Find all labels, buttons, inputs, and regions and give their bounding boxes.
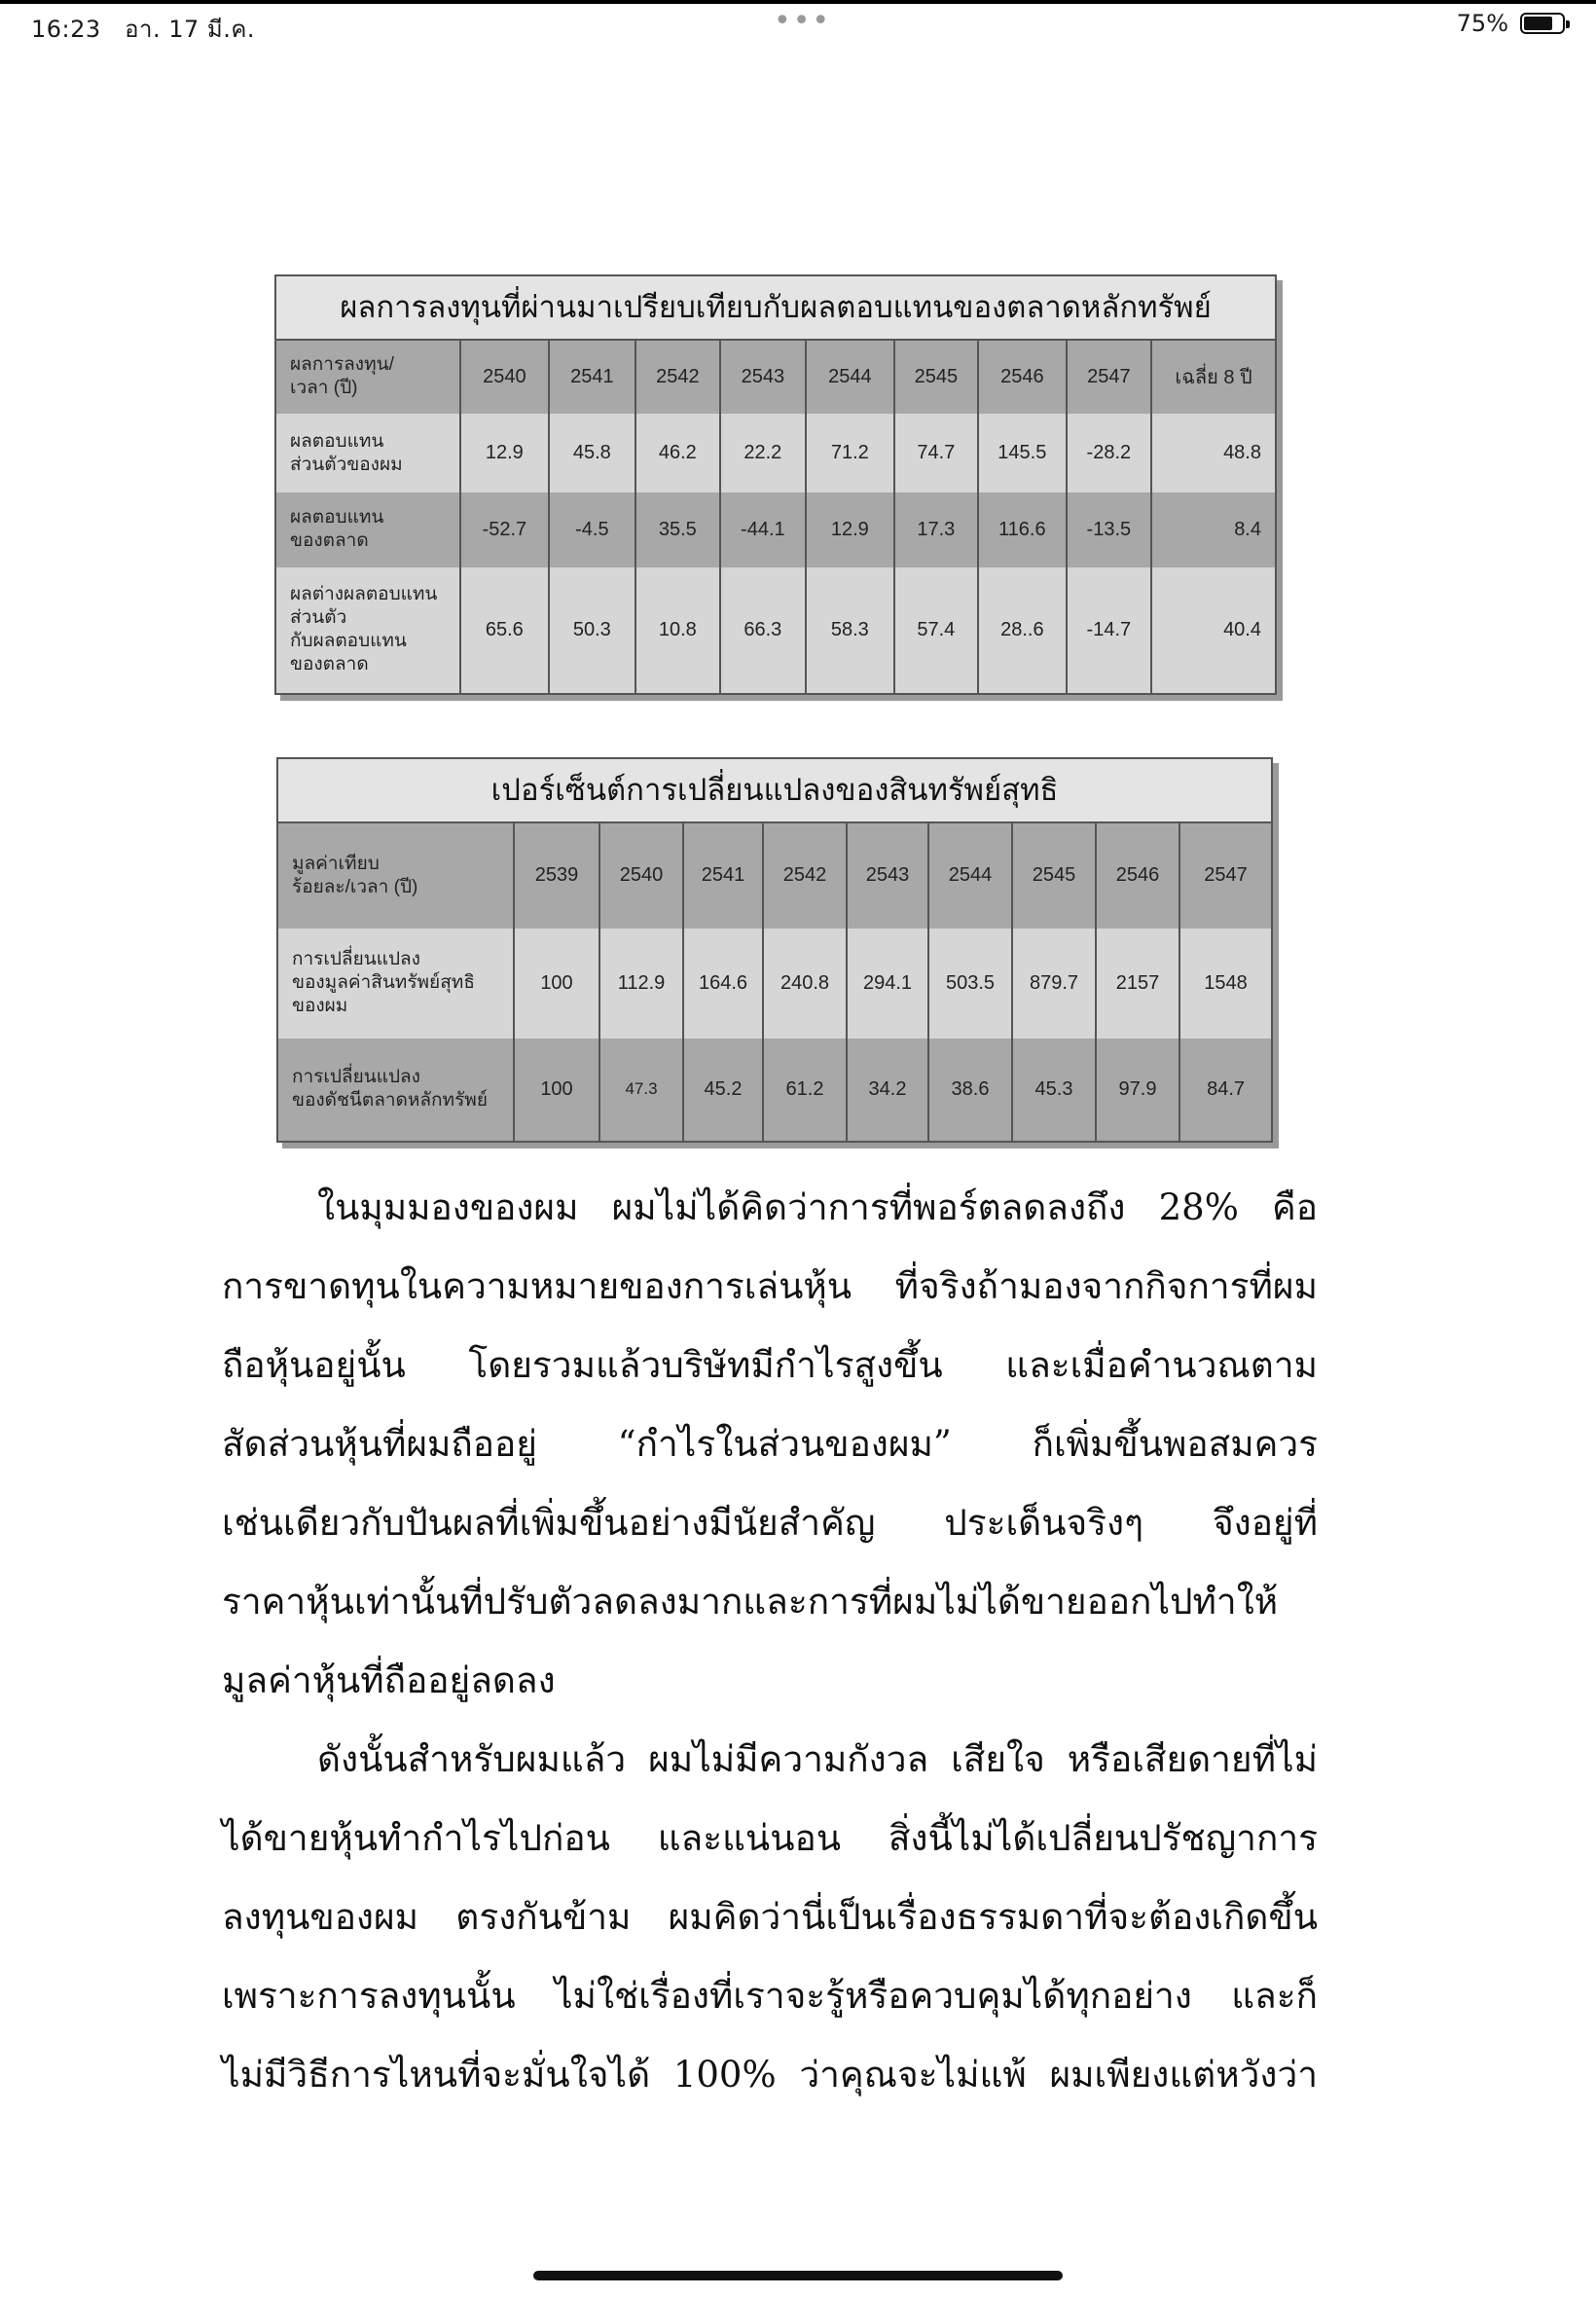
row-label: ผลต่างผลตอบแทน ส่วนตัว กับผลตอบแทน ของตลาด xyxy=(276,567,460,693)
table-row xyxy=(278,1039,1271,1141)
text-line: การขาดทุนในความหมายของการเล่นหุ้น ที่จริงถ้ามองจากกิจการที่ผม xyxy=(222,1265,1318,1307)
column-header: เฉลี่ย 8 ปี xyxy=(1151,340,1275,415)
table-cell: 45.8 xyxy=(549,414,636,492)
table-cell: 1548 xyxy=(1179,929,1271,1039)
table-title: เปอร์เซ็นต์การเปลี่ยนแปลงของสินทรัพย์สุทธิ xyxy=(278,759,1271,822)
table-row xyxy=(276,567,1275,693)
table-cell: 8.4 xyxy=(1151,492,1275,567)
table-cell: 12.9 xyxy=(806,492,894,567)
table-cell: 100 xyxy=(514,929,599,1039)
row-label: ผลตอบแทน ของตลาด xyxy=(276,492,460,567)
text-line: ได้ขายหุ้นทำกำไรไปก่อน และแน่นอน สิ่งนี้ไม่ได้เปลี่ยนปรัชญาการ xyxy=(222,1817,1318,1859)
table-cell: 28..6 xyxy=(978,567,1067,693)
column-header: 2540 xyxy=(599,822,683,929)
table-cell: 58.3 xyxy=(806,567,894,693)
table-cell: 879.7 xyxy=(1012,929,1096,1039)
table-cell: 145.5 xyxy=(978,414,1067,492)
table-cell: 294.1 xyxy=(847,929,928,1039)
column-header: 2544 xyxy=(928,822,1012,929)
table-row xyxy=(276,414,1275,492)
table-header-row xyxy=(278,822,1271,929)
body-text xyxy=(222,1168,1318,2114)
table-cell: 66.3 xyxy=(720,567,807,693)
column-header: 2541 xyxy=(549,340,636,415)
net-asset-change-table xyxy=(276,757,1273,1143)
table-cell: 97.9 xyxy=(1096,1039,1179,1141)
text-line: เช่นเดียวกับปันผลที่เพิ่มขึ้นอย่างมีนัยสำคัญ ประเด็นจริงๆ จึงอยู่ที่ xyxy=(222,1502,1318,1544)
table-cell: -52.7 xyxy=(460,492,549,567)
table-cell: 65.6 xyxy=(460,567,549,693)
table-cell: 12.9 xyxy=(460,414,549,492)
multitasking-dots-icon[interactable]: ••• xyxy=(774,4,832,38)
table-cell: -44.1 xyxy=(720,492,807,567)
text-line: สัดส่วนหุ้นที่ผมถืออยู่ “กำไรในส่วนของผม” ก็เพิ่มขึ้นพอสมควร xyxy=(222,1423,1318,1465)
row-label: การเปลี่ยนแปลง ของดัชนีตลาดหลักทรัพย์ xyxy=(278,1039,514,1141)
table-cell: -4.5 xyxy=(549,492,636,567)
table-cell: -28.2 xyxy=(1067,414,1152,492)
table-cell: 45.2 xyxy=(683,1039,763,1141)
column-header: 2540 xyxy=(460,340,549,415)
column-header: 2541 xyxy=(683,822,763,929)
table-row xyxy=(276,492,1275,567)
column-header: 2543 xyxy=(847,822,928,929)
battery-percent: 75% xyxy=(1456,10,1508,37)
table-cell: -14.7 xyxy=(1067,567,1152,693)
table-cell: 164.6 xyxy=(683,929,763,1039)
header-label: มูลค่าเทียบ ร้อยละ/เวลา (ปี) xyxy=(278,822,514,929)
table-cell: 57.4 xyxy=(894,567,978,693)
table-cell: 48.8 xyxy=(1151,414,1275,492)
battery-icon xyxy=(1520,13,1565,34)
table-cell: 84.7 xyxy=(1179,1039,1271,1141)
text-line: ราคาหุ้นเท่านั้นที่ปรับตัวลดลงมากและการที่ผมไม่ได้ขายออกไปทำให้ xyxy=(222,1581,1279,1622)
column-header: 2547 xyxy=(1179,822,1271,929)
header-label: ผลการลงทุน/ เวลา (ปี) xyxy=(276,340,460,415)
status-date: อา. 17 มี.ค. xyxy=(125,16,256,43)
table-cell: 35.5 xyxy=(635,492,719,567)
text-line: ดังนั้นสำหรับผมแล้ว ผมไม่มีความกังวล เสียใจ หรือเสียดายที่ไม่ xyxy=(317,1738,1318,1780)
table-cell: 116.6 xyxy=(978,492,1067,567)
column-header: 2542 xyxy=(635,340,719,415)
table-cell: 100 xyxy=(514,1039,599,1141)
table-cell: 17.3 xyxy=(894,492,978,567)
table-cell: 112.9 xyxy=(599,929,683,1039)
table-cell: 240.8 xyxy=(763,929,847,1039)
column-header: 2545 xyxy=(1012,822,1096,929)
table-cell: 2157 xyxy=(1096,929,1179,1039)
home-indicator[interactable] xyxy=(533,2271,1063,2280)
column-header: 2539 xyxy=(514,822,599,929)
table-cell: 38.6 xyxy=(928,1039,1012,1141)
column-header: 2543 xyxy=(720,340,807,415)
table-cell: 71.2 xyxy=(806,414,894,492)
table-cell: 34.2 xyxy=(847,1039,928,1141)
table-cell: 47.3 xyxy=(599,1039,683,1141)
column-header: 2544 xyxy=(806,340,894,415)
returns-comparison-table xyxy=(274,274,1277,695)
column-header: 2547 xyxy=(1067,340,1152,415)
text-line: ในมุมมองของผม ผมไม่ได้คิดว่าการที่พอร์ตลดลงถึง 28% คือ xyxy=(317,1186,1318,1228)
text-line: มูลค่าหุ้นที่ถืออยู่ลดลง xyxy=(222,1659,556,1701)
column-header: 2545 xyxy=(894,340,978,415)
text-line: ถือหุ้นอยู่นั้น โดยรวมแล้วบริษัทมีกำไรสูงขึ้น และเมื่อคำนวณตาม xyxy=(222,1344,1318,1386)
table-cell: 22.2 xyxy=(720,414,807,492)
table-cell: 503.5 xyxy=(928,929,1012,1039)
table-cell: 74.7 xyxy=(894,414,978,492)
status-bar xyxy=(0,4,1596,47)
column-header: 2546 xyxy=(978,340,1067,415)
table-cell: 40.4 xyxy=(1151,567,1275,693)
table-cell: -13.5 xyxy=(1067,492,1152,567)
table-title: ผลการลงทุนที่ผ่านมาเปรียบเทียบกับผลตอบแทนของตลาดหลักทรัพย์ xyxy=(276,276,1275,340)
table-row xyxy=(278,929,1271,1039)
table-cell: 61.2 xyxy=(763,1039,847,1141)
row-label: การเปลี่ยนแปลง ของมูลค่าสินทรัพย์สุทธิ ของผม xyxy=(278,929,514,1039)
table-cell: 50.3 xyxy=(549,567,636,693)
table-cell: 46.2 xyxy=(635,414,719,492)
text-line: ไม่มีวิธีการไหนที่จะมั่นใจได้ 100% ว่าคุณจะไม่แพ้ ผมเพียงแต่หวังว่า xyxy=(222,2054,1318,2096)
column-header: 2542 xyxy=(763,822,847,929)
column-header: 2546 xyxy=(1096,822,1179,929)
row-label: ผลตอบแทน ส่วนตัวของผม xyxy=(276,414,460,492)
table-cell: 45.3 xyxy=(1012,1039,1096,1141)
table-header-row xyxy=(276,340,1275,415)
status-time: 16:23 อา. 17 มี.ค. xyxy=(31,16,256,43)
text-line: ลงทุนของผม ตรงกันข้าม ผมคิดว่านี่เป็นเรื่องธรรมดาที่จะต้องเกิดขึ้น xyxy=(222,1896,1318,1938)
text-line: เพราะการลงทุนนั้น ไม่ใช่เรื่องที่เราจะรู้หรือควบคุมได้ทุกอย่าง และก็ xyxy=(222,1975,1318,2017)
table-cell: 10.8 xyxy=(635,567,719,693)
